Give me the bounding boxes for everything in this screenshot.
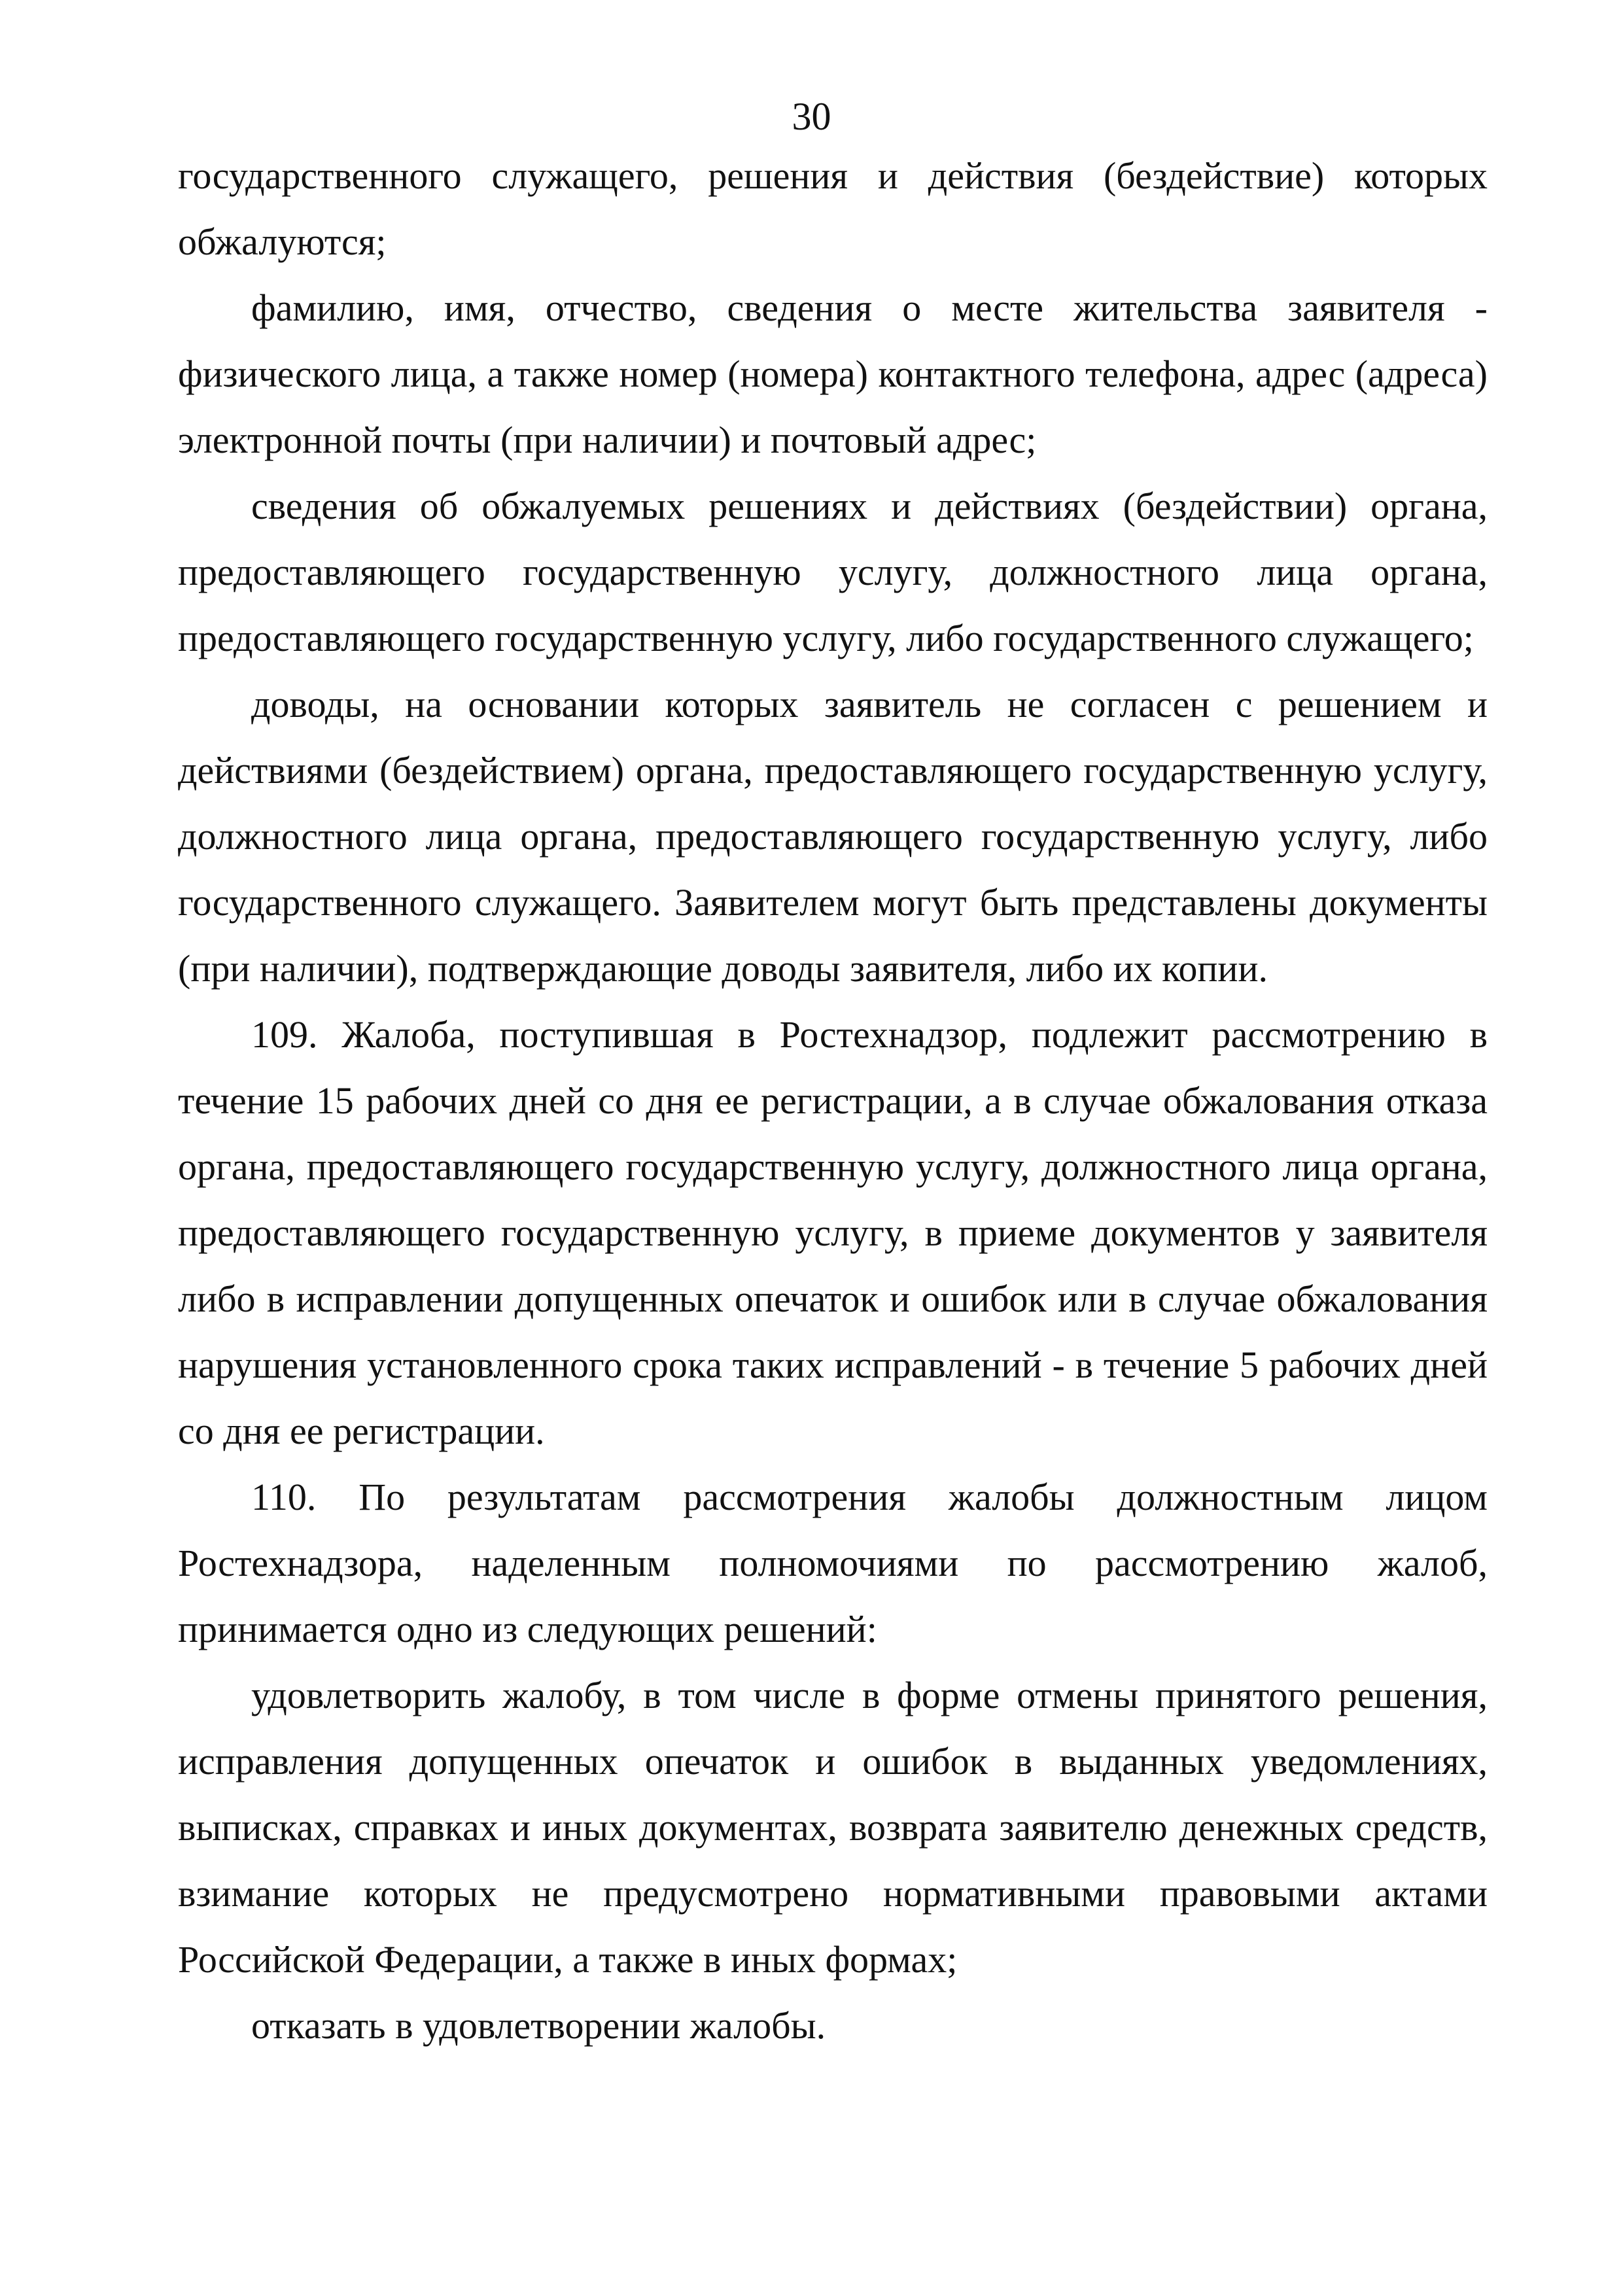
paragraph-refuse-complaint: отказать в удовлетворении жалобы. <box>251 2004 826 2047</box>
paragraph-appealed-decisions: сведения об обжалуемых решениях и действиях (бездействии) органа, предоставляющего государственную услугу, должностного лица органа, предоставляющего государственную услугу, либо государственного служащего; <box>178 485 1488 659</box>
paragraph-arguments: доводы, на основании которых заявитель не согласен с решением и действиями (бездействием) органа, предоставляющего государственную услугу, должностного лица органа, предоставляющего государственную услугу, либо государственного служащего. Заявителем могут быть представлены документы (при наличии), подтверждающие доводы заявителя, либо их копии. <box>178 683 1488 990</box>
page-number: 30 <box>792 95 831 138</box>
paragraph-satisfy-complaint: удовлетворить жалобу, в том числе в форме отмены принятого решения, исправления допущенных опечаток и ошибок в выданных уведомлениях, выписках, справках и иных документах, возврата заявителю денежных средств, взимание которых не предусмотрено нормативными правовыми актами Российской Федерации, а также в иных формах; <box>178 1674 1488 1981</box>
paragraph-110: 110. По результатам рассмотрения жалобы должностным лицом Ростехнадзора, наделенным полномочиями по рассмотрению жалоб, принимается одно из следующих решений: <box>178 1476 1488 1650</box>
document-body <box>178 143 1488 2059</box>
paragraph-continuation: государственного служащего, решения и действия (бездействие) которых обжалуются; <box>178 154 1488 263</box>
paragraph-109: 109. Жалоба, поступившая в Ростехнадзор, подлежит рассмотрению в течение 15 рабочих дней со дня ее регистрации, а в случае обжалования отказа органа, предоставляющего государственную услугу, должностного лица органа, предоставляющего государственную услугу, в приеме документов у заявителя либо в исправлении допущенных опечаток и ошибок или в случае обжалования нарушения установленного срока таких исправлений - в течение 5 рабочих дней со дня ее регистрации. <box>178 1013 1488 1452</box>
paragraph-applicant-name: фамилию, имя, отчество, сведения о месте жительства заявителя - физического лица, а также номер (номера) контактного телефона, адрес (адреса) электронной почты (при наличии) и почтовый адрес; <box>178 287 1488 461</box>
